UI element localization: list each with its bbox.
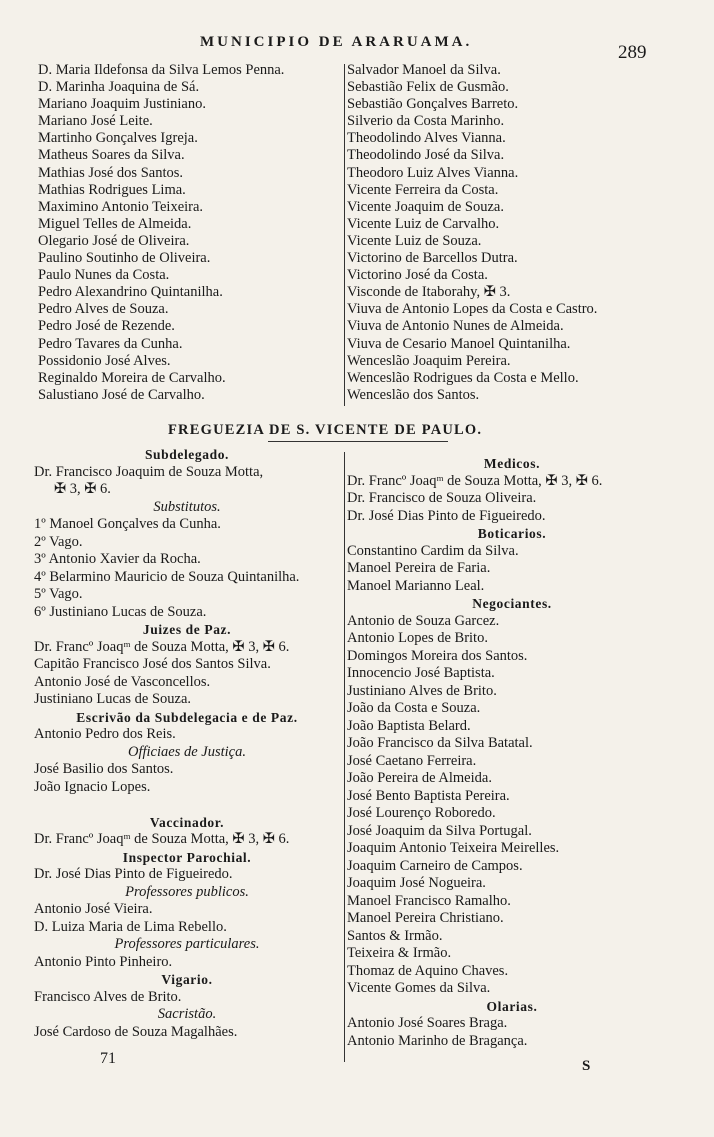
list-item: Manoel Francisco Ramalho. xyxy=(347,892,511,909)
list-item: Antonio Pinto Pinheiro. xyxy=(34,953,173,970)
list-item: Antonio José Soares Braga. xyxy=(347,1015,508,1031)
list-item: Victorino José da Costa. xyxy=(347,267,488,284)
list-item: Manoel Pereira de Faria. xyxy=(347,560,491,576)
list-item: Justiniano Alves de Brito. xyxy=(347,682,497,699)
list-item: Constantino Cardim da Silva. xyxy=(347,542,519,559)
list-item: Silverio da Costa Marinho. xyxy=(347,113,505,130)
list-item: Joaquim José Nogueira. xyxy=(347,875,486,891)
right-column xyxy=(347,455,677,1050)
list-item: Antonio de Souza Garcez. xyxy=(347,612,500,629)
list-item: Vicente Joaquim de Souza. xyxy=(347,198,504,215)
list-item: João Baptista Belard. xyxy=(347,717,471,734)
column-divider-bottom xyxy=(344,452,345,1062)
list-item: José Basilio dos Santos. xyxy=(34,761,174,777)
signature-number: 71 xyxy=(100,1050,116,1067)
medicos-heading: Medicos. xyxy=(483,456,541,471)
list-item: Santos & Irmão. xyxy=(347,927,443,944)
list-item: José Cardoso de Souza Magalhães. xyxy=(34,1023,238,1040)
list-item: Salustiano José de Carvalho. xyxy=(38,386,205,403)
list-item: Pedro José de Rezende. xyxy=(38,318,175,335)
list-item: José Bento Baptista Pereira. xyxy=(347,787,510,804)
column-divider-top xyxy=(344,64,345,406)
list-item: Mariano José Leite. xyxy=(38,113,153,130)
list-item: D. Maria Ildefonsa da Silva Lemos Penna. xyxy=(38,62,285,78)
subdelegado-heading: Subdelegado. xyxy=(144,447,230,462)
list-item: Pedro Alves de Souza. xyxy=(38,301,169,318)
list-item: 5º Vago. xyxy=(34,586,83,602)
list-item: Sebastião Felix de Gusmão. xyxy=(347,79,509,96)
list-item: Joaquim Antonio Teixeira Meirelles. xyxy=(347,840,560,856)
list-item: D. Marinha Joaquina de Sá. xyxy=(38,79,200,96)
list-item: João da Costa e Souza. xyxy=(347,700,481,716)
list-item: Dr. Francº Joaqᵐ de Souza Motta, ✠ 3, ✠ 6. xyxy=(34,638,290,655)
list-item: Capitão Francisco José dos Santos Silva. xyxy=(34,656,271,672)
list-item: Vicente Luiz de Souza. xyxy=(347,232,482,249)
sacristao-heading: Sacristão. xyxy=(157,1006,217,1022)
list-item: Viuva de Antonio Nunes de Almeida. xyxy=(347,318,564,335)
list-item: Antonio José de Vasconcellos. xyxy=(34,673,211,690)
list-item: Sebastião Gonçalves Barreto. xyxy=(347,96,519,113)
list-item: José Caetano Ferreira. xyxy=(347,752,477,769)
negociantes-heading: Negociantes. xyxy=(472,596,552,611)
list-item: Antonio Marinho de Bragança. xyxy=(347,1032,528,1049)
list-item: Victorino de Barcellos Dutra. xyxy=(347,250,518,267)
list-item: Antonio Pedro dos Reis. xyxy=(34,726,176,742)
list-item: Dr. José Dias Pinto de Figueiredo. xyxy=(347,507,546,524)
list-item: Vicente Luiz de Carvalho. xyxy=(347,215,500,232)
list-item: 4º Belarmino Mauricio de Souza Quintanilha. xyxy=(34,568,300,585)
spacer xyxy=(34,796,340,814)
section-rule xyxy=(268,441,448,442)
list-item: Theodolindo Alves Vianna. xyxy=(347,130,506,147)
list-item: Wenceslão Rodrigues da Costa e Mello. xyxy=(347,369,579,386)
left-column xyxy=(34,446,340,1041)
list-item: Wenceslão Joaquim Pereira. xyxy=(347,352,511,369)
list-item: Reginaldo Moreira de Carvalho. xyxy=(38,369,226,386)
top-right-list xyxy=(347,62,677,404)
list-item: Visconde de Itaborahy, ✠ 3. xyxy=(347,284,511,301)
signature-mark: S xyxy=(582,1058,591,1074)
list-item: Matheus Soares da Silva. xyxy=(38,147,185,164)
substitutos-heading: Substitutos. xyxy=(153,498,221,515)
top-left-list xyxy=(38,62,340,404)
list-item: Miguel Telles de Almeida. xyxy=(38,215,192,232)
list-item: José Lourenço Roboredo. xyxy=(347,805,496,821)
list-item: Dr. Francº Joaqᵐ de Souza Motta, ✠ 3, ✠ 6. xyxy=(347,472,603,489)
escrivao-heading: Escrivão da Subdelegacia e de Paz. xyxy=(76,709,298,725)
list-item: Mathias José dos Santos. xyxy=(38,164,183,181)
vacinador-heading: Vaccinador. xyxy=(149,814,225,830)
list-item: Paulino Soutinho de Oliveira. xyxy=(38,250,211,267)
list-item: Theodolindo José da Silva. xyxy=(347,147,505,164)
list-item: Pedro Alexandrino Quintanilha. xyxy=(38,284,223,301)
list-item: Manoel Pereira Christiano. xyxy=(347,910,504,926)
list-item: Innocencio José Baptista. xyxy=(347,665,495,681)
prof-particulares-heading: Professores particulares. xyxy=(114,936,260,952)
list-item: Dr. Francisco de Souza Oliveira. xyxy=(347,490,537,506)
list-item: Teixeira & Irmão. xyxy=(347,945,452,961)
inspector-heading: Inspector Parochial. xyxy=(122,849,252,865)
olarias-heading: Olarias. xyxy=(486,998,538,1014)
list-item: Paulo Nunes da Costa. xyxy=(38,267,170,284)
juizes-heading: Juizes de Paz. xyxy=(142,622,232,637)
list-item: Pedro Tavares da Cunha. xyxy=(38,335,183,352)
list-item: Francisco Alves de Brito. xyxy=(34,988,182,1005)
list-item: Viuva de Cesario Manoel Quintanilha. xyxy=(347,335,571,352)
list-item: 6º Justiniano Lucas de Souza. xyxy=(34,603,207,620)
list-item: Dr. Francº Joaqᵐ de Souza Motta, ✠ 3, ✠ 6. xyxy=(34,831,290,847)
list-item: Olegario José de Oliveira. xyxy=(38,232,190,249)
list-item: 2º Vago. xyxy=(34,533,83,550)
list-item: Possidonio José Alves. xyxy=(38,352,171,369)
list-item: D. Luiza Maria de Lima Rebello. xyxy=(34,918,227,935)
list-item: Theodoro Luiz Alves Vianna. xyxy=(347,164,519,181)
section-title: FREGUEZIA DE S. VICENTE DE PAULO. xyxy=(168,422,483,438)
list-item: Vicente Gomes da Silva. xyxy=(347,980,491,996)
list-item: 3º Antonio Xavier da Rocha. xyxy=(34,551,201,567)
page-title: MUNICIPIO DE ARARUAMA. xyxy=(200,34,473,50)
subdelegado-honors: ✠ 3, ✠ 6. xyxy=(54,481,111,497)
list-item: Dr. José Dias Pinto de Figueiredo. xyxy=(34,866,233,882)
list-item: 1º Manoel Gonçalves da Cunha. xyxy=(34,516,221,532)
boticarios-heading: Boticarios. xyxy=(477,526,547,541)
list-item: Mariano Joaquim Justiniano. xyxy=(38,96,206,113)
list-item: João Ignacio Lopes. xyxy=(34,778,151,795)
list-item: João Pereira de Almeida. xyxy=(347,770,492,786)
subdelegado-name: Dr. Francisco Joaquim de Souza Motta, xyxy=(34,463,264,480)
prof-publicos-heading: Professores publicos. xyxy=(125,883,249,900)
list-item: Thomaz de Aquino Chaves. xyxy=(347,962,509,979)
list-item: Wenceslão dos Santos. xyxy=(347,386,480,403)
list-item: Antonio José Vieira. xyxy=(34,901,153,917)
list-item: Viuva de Antonio Lopes da Costa e Castro. xyxy=(347,301,598,318)
list-item: Antonio Lopes de Brito. xyxy=(347,630,488,646)
list-item: Salvador Manoel da Silva. xyxy=(347,62,501,78)
list-item: Martinho Gonçalves Igreja. xyxy=(38,130,198,147)
officiaes-heading: Officiaes de Justiça. xyxy=(128,743,246,760)
page-number: 289 xyxy=(618,42,647,63)
list-item: Mathias Rodrigues Lima. xyxy=(38,181,186,198)
list-item: Manoel Marianno Leal. xyxy=(347,577,485,594)
list-item: Justiniano Lucas de Souza. xyxy=(34,691,192,707)
list-item: Maximino Antonio Teixeira. xyxy=(38,198,204,215)
list-item: João Francisco da Silva Batatal. xyxy=(347,735,533,751)
list-item: Joaquim Carneiro de Campos. xyxy=(347,857,523,874)
list-item: Vicente Ferreira da Costa. xyxy=(347,181,499,198)
list-item: José Joaquim da Silva Portugal. xyxy=(347,822,532,839)
vigario-heading: Vigario. xyxy=(161,972,213,987)
list-item: Domingos Moreira dos Santos. xyxy=(347,647,528,664)
